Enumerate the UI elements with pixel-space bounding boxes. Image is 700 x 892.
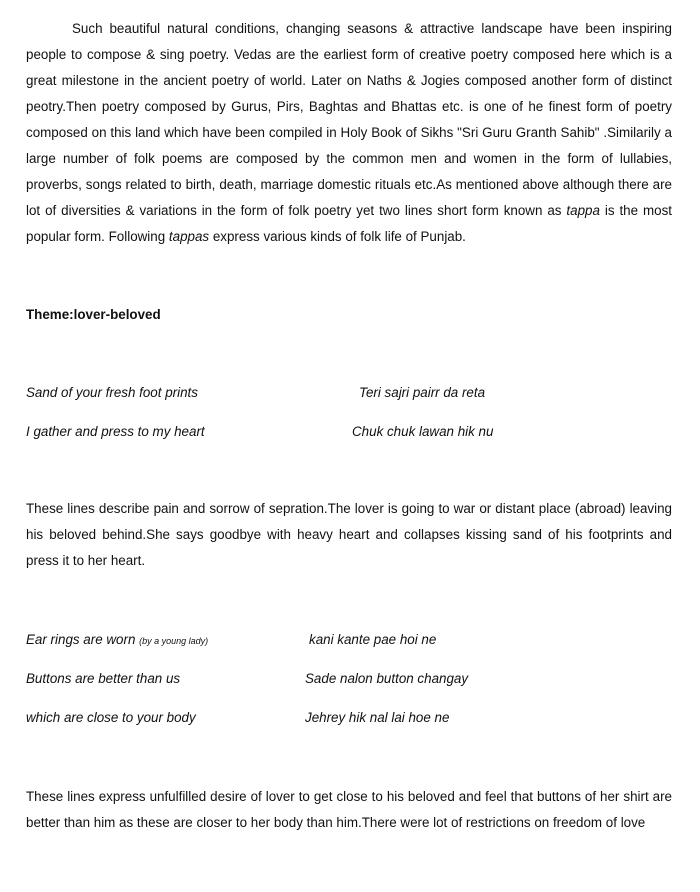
tappa1-punjabi-line2: Chuk chuk lawan hik nu: [352, 424, 494, 439]
tappa1-english-line1: Sand of your fresh foot prints: [26, 385, 198, 400]
term-tappas: tappas: [168, 229, 210, 244]
tappa2-english-line2: Buttons are better than us: [26, 671, 181, 686]
tappa1-explanation: These lines describe pain and sorrow of sepration.The lover is going to war or distant place (abroad) leaving his beloved behind.She says goodbye with heavy heart and collapses kissing sand of his footprints and press it to her heart.: [26, 501, 672, 568]
intro-paragraph: [26, 16, 672, 250]
tappa2-punjabi-line3: Jehrey hik nal lai hoe ne: [305, 710, 450, 725]
theme-heading: Theme:lover-beloved: [26, 307, 161, 322]
tappa2-english-line1: [26, 630, 208, 651]
tappa2-explanation: These lines express unfulfilled desire of lover to get close to his beloved and feel that buttons of her shirt are better than him as these are closer to her body than him.There were lot of restrictions on freedom of love: [26, 789, 672, 830]
tappa1-punjabi-line1: Teri sajri pairr da reta: [359, 385, 486, 400]
tappa2-english-line1-text: Ear rings are worn: [26, 632, 140, 647]
intro-text-part1: Such beautiful natural conditions, changing seasons & attractive landscape have been inspiring people to compose & sing poetry. Vedas are the earliest form of creative poetry composed here which is a great milestone in the ancient poetry of world. Later on Naths & Jogies composed another form of distinct peotry.Then poetry composed by Gurus, Pirs, Baghtas and Bhattas etc. is one of he finest form of poetry composed on this land which have been compiled in Holy Book of Sikhs "Sri Guru Granth Sahib" .Similarily a large number of folk poems are composed by the common men and women in the form of lullabies, proverbs, songs related to birth, death, marriage domestic rituals etc.As mentioned above although there are lot of diversities & variations in the form of folk poetry yet two lines short form known as: [26, 21, 672, 218]
intro-text-part2: is the most popular form. Following: [26, 203, 672, 244]
term-tappa: tappa: [566, 203, 600, 218]
tappa2-punjabi-line1: kani kante pae hoi ne: [309, 632, 437, 647]
tappa2-note: (by a young lady): [139, 636, 209, 646]
tappa2-punjabi-line2: Sade nalon button changay: [305, 671, 469, 686]
tappa1-english-line2: I gather and press to my heart: [26, 424, 205, 439]
tappa2-english-line3: which are close to your body: [26, 710, 196, 725]
intro-text-part3: express various kinds of folk life of Punjab.: [209, 229, 466, 244]
